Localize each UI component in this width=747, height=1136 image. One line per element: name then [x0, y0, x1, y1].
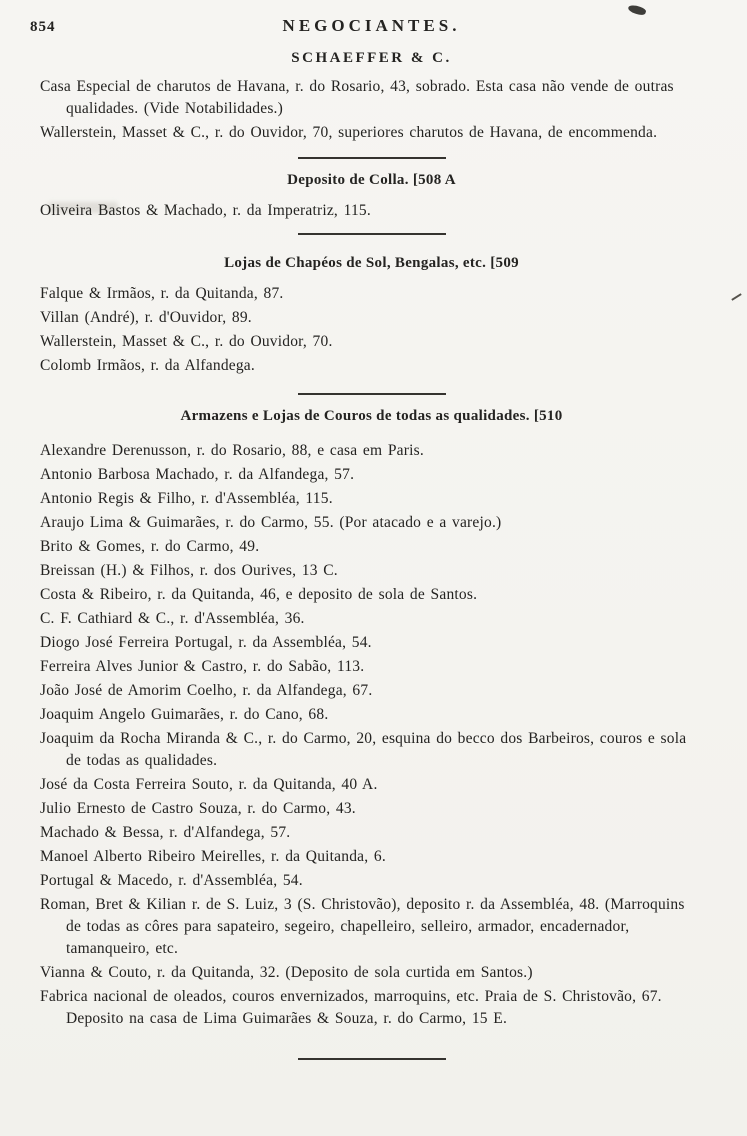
directory-entry: C. F. Cathiard & C., r. d'Assembléa, 36.	[40, 610, 305, 627]
section-divider	[298, 157, 446, 159]
section-divider	[298, 1058, 446, 1060]
section-lojas-entries	[40, 283, 703, 377]
directory-entry: Oliveira Bastos & Machado, r. da Imperatriz, 115.	[40, 202, 371, 219]
directory-entry: Diogo José Ferreira Portugal, r. da Assembléa, 54.	[40, 634, 372, 651]
directory-entry: Roman, Bret & Kilian r. de S. Luiz, 3 (S. Christovão), deposito r. da Assembléa, 48. (Marroquins de todas as côres para sapateiro, segeiro, chapelleiro, selleiro, armador, encadernador, tamanqueiro, etc.	[40, 896, 685, 957]
directory-entry: Colomb Irmãos, r. da Alfandega.	[40, 357, 255, 374]
directory-entry: Brito & Gomes, r. do Carmo, 49.	[40, 538, 260, 555]
section-title-schaeffer: SCHAEFFER & C.	[291, 50, 452, 66]
section-deposito-entries	[40, 200, 703, 222]
directory-entry: Fabrica nacional de oleados, couros envernizados, marroquins, etc. Praia de S. Christovão, 67. Deposito na casa de Lima Guimarães & Souza, r. do Carmo, 15 E.	[40, 988, 662, 1027]
directory-entry: Costa & Ribeiro, r. da Quitanda, 46, e deposito de sola de Santos.	[40, 586, 478, 603]
directory-entry: Julio Ernesto de Castro Souza, r. do Carmo, 43.	[40, 800, 356, 817]
directory-entry: Breissan (H.) & Filhos, r. dos Ourives, 13 C.	[40, 562, 338, 579]
page-title: NEGOCIANTES.	[282, 16, 461, 35]
directory-entry: Villan (André), r. d'Ouvidor, 89.	[40, 309, 252, 326]
directory-entry: Wallerstein, Masset & C., r. do Ouvidor, 70.	[40, 333, 333, 350]
section-title-deposito-colla: Deposito de Colla. [508 A	[287, 172, 456, 188]
directory-entry: Antonio Barbosa Machado, r. da Alfandega, 57.	[40, 466, 355, 483]
page-header	[30, 16, 703, 40]
section-schaeffer-entries	[40, 76, 703, 144]
page-number: 854	[30, 19, 56, 35]
section-divider	[298, 233, 446, 235]
section-title-lojas-chapeos: Lojas de Chapéos de Sol, Bengalas, etc. [509	[224, 255, 519, 271]
directory-entry: Falque & Irmãos, r. da Quitanda, 87.	[40, 285, 284, 302]
section-divider	[298, 393, 446, 395]
directory-entry: João José de Amorim Coelho, r. da Alfandega, 67.	[40, 682, 373, 699]
directory-entry: Alexandre Derenusson, r. do Rosario, 88, e casa em Paris.	[40, 442, 424, 459]
directory-entry: Machado & Bessa, r. d'Alfandega, 57.	[40, 824, 291, 841]
directory-entry: José da Costa Ferreira Souto, r. da Quitanda, 40 A.	[40, 776, 378, 793]
directory-entry: Ferreira Alves Junior & Castro, r. do Sabão, 113.	[40, 658, 365, 675]
directory-entry: Araujo Lima & Guimarães, r. do Carmo, 55. (Por atacado e a varejo.)	[40, 514, 502, 531]
directory-entry: Casa Especial de charutos de Havana, r. do Rosario, 43, sobrado. Esta casa não vende de outras qualidades. (Vide Notabilidades.)	[40, 78, 674, 117]
section-title-armazens-couros: Armazens e Lojas de Couros de todas as qualidades. [510	[180, 408, 563, 424]
directory-entry: Antonio Regis & Filho, r. d'Assembléa, 115.	[40, 490, 333, 507]
directory-entry: Manoel Alberto Ribeiro Meirelles, r. da Quitanda, 6.	[40, 848, 386, 865]
section-armazens-entries	[40, 440, 703, 1030]
directory-entry: Joaquim da Rocha Miranda & C., r. do Carmo, 20, esquina do becco dos Barbeiros, couros e sola de todas as qualidades.	[40, 730, 687, 769]
directory-entry: Vianna & Couto, r. da Quitanda, 32. (Deposito de sola curtida em Santos.)	[40, 964, 533, 981]
directory-entry: Portugal & Macedo, r. d'Assembléa, 54.	[40, 872, 303, 889]
directory-entry: Joaquim Angelo Guimarães, r. do Cano, 68.	[40, 706, 329, 723]
directory-entry: Wallerstein, Masset & C., r. do Ouvidor, 70, superiores charutos de Havana, de encommenda.	[40, 124, 658, 141]
